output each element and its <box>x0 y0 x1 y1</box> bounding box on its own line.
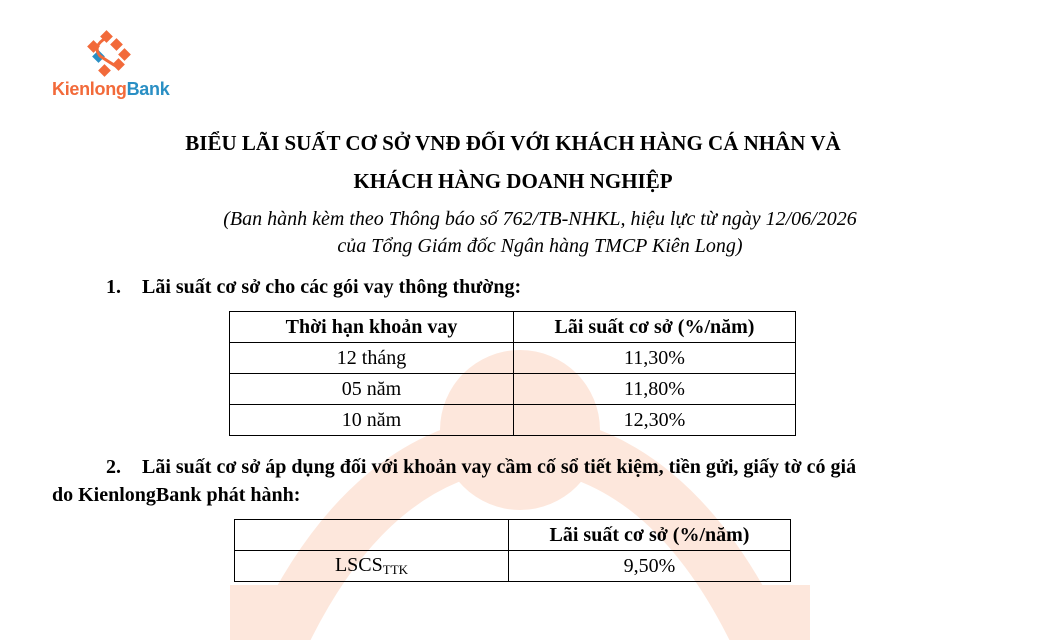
section1-number: 1. <box>106 276 121 298</box>
document-subtitle-line2: của Tổng Giám đốc Ngân hàng TMCP Kiên Long) <box>337 235 743 257</box>
header-base-rate: Lãi suất cơ sở (%/năm) <box>509 520 791 551</box>
header-empty <box>235 520 509 551</box>
logo-wordmark: KienlongBank <box>52 79 170 99</box>
base-rate-cell: 9,50% <box>509 551 791 582</box>
table-row <box>230 374 796 405</box>
section2-heading-line2: do KienlongBank phát hành: <box>52 484 301 506</box>
section2-number: 2. <box>106 456 121 478</box>
base-rate-table <box>229 311 796 436</box>
base-rate-cell: 11,80% <box>514 374 796 405</box>
table-row <box>230 405 796 436</box>
table-header-row <box>235 520 791 551</box>
loan-term-cell: 05 năm <box>230 374 514 405</box>
section1-heading-text: Lãi suất cơ sở cho các gói vay thông thường: <box>142 276 522 298</box>
header-loan-term: Thời hạn khoản vay <box>230 312 514 343</box>
section2-heading-text: Lãi suất cơ sở áp dụng đối với khoản vay cầm cố sổ tiết kiệm, tiền gửi, giấy tờ có giá <box>142 456 857 478</box>
loan-term-cell: 10 năm <box>230 405 514 436</box>
document-subtitle-line1: (Ban hành kèm theo Thông báo số 762/TB-NHKL, hiệu lực từ ngày 12/06/2026 <box>223 208 857 230</box>
document-title-line1: BIỂU LÃI SUẤT CƠ SỞ VNĐ ĐỐI VỚI KHÁCH HÀNG CÁ NHÂN VÀ <box>185 131 841 155</box>
table-row <box>230 343 796 374</box>
loan-term-cell: 12 tháng <box>230 343 514 374</box>
section2-heading-line1 <box>106 456 856 479</box>
table-header-row <box>230 312 796 343</box>
table-row <box>235 551 791 582</box>
header-base-rate: Lãi suất cơ sở (%/năm) <box>514 312 796 343</box>
pledge-rate-table <box>234 519 791 582</box>
document-title-line2: KHÁCH HÀNG DOANH NGHIỆP <box>353 169 673 193</box>
rate-label-cell: $LSCS_{TTK}$ <box>235 551 509 582</box>
base-rate-cell: 11,30% <box>514 343 796 374</box>
base-rate-cell: 12,30% <box>514 405 796 436</box>
section1-heading <box>106 276 521 299</box>
